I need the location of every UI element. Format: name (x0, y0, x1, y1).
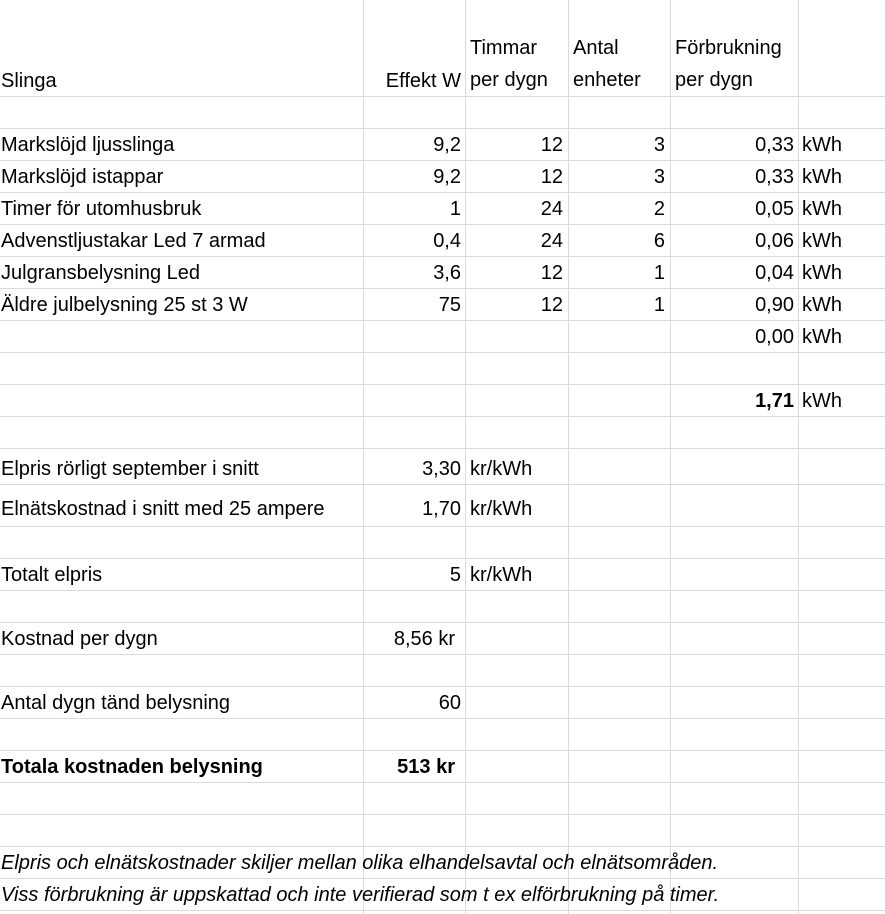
note-text[interactable]: Elpris och elnätskostnader skiljer mellan olika elhandelsavtal och elnätsområden. (1, 852, 719, 874)
note-text[interactable]: Viss förbrukning är uppskattad och inte verifierad som t ex elförbrukning på timer. (1, 884, 720, 906)
item-effekt[interactable]: 75 (438, 294, 461, 316)
item-name[interactable]: Advenstljustakar Led 7 armad (1, 230, 266, 252)
row-divider (0, 782, 885, 783)
header-effekt[interactable]: Effekt W (385, 70, 461, 92)
header-antal-line2: enheter (573, 69, 641, 91)
item-unit[interactable]: kWh (802, 230, 842, 252)
totalt-elpris-label[interactable]: Totalt elpris (1, 564, 103, 586)
total-consumption-value[interactable]: 1,71 (755, 390, 794, 412)
item-antal[interactable]: 6 (653, 230, 665, 252)
item-unit[interactable]: kWh (802, 326, 842, 348)
row-divider (0, 96, 885, 97)
item-name[interactable]: Julgransbelysning Led (1, 262, 201, 284)
totalt-elpris-value[interactable]: 5 (449, 564, 461, 586)
kostnad-dygn-row (0, 622, 885, 654)
total-kostnad-row (0, 750, 885, 782)
table-row (0, 128, 885, 160)
note-row (0, 846, 885, 878)
elpris-row (0, 448, 885, 484)
item-name[interactable] (0, 320, 363, 352)
item-timmar[interactable]: 12 (540, 134, 563, 156)
table-row (0, 224, 885, 256)
item-antal[interactable]: 1 (653, 294, 665, 316)
total-kostnad-label[interactable]: Totala kostnaden belysning (1, 756, 263, 778)
row-divider (0, 526, 885, 527)
row-divider (0, 590, 885, 591)
totalt-elpris-unit[interactable]: kr/kWh (470, 564, 533, 586)
header-forbrukning-line1: Förbrukning (675, 37, 782, 59)
antal-dygn-value[interactable]: 60 (438, 692, 461, 714)
totalt-elpris-row (0, 558, 885, 590)
elpris-unit[interactable]: kr/kWh (470, 458, 533, 480)
header-antal-line1: Antal (573, 37, 619, 59)
elpris-label[interactable]: Elpris rörligt september i snitt (1, 458, 259, 480)
row-divider (0, 718, 885, 719)
item-timmar[interactable]: 12 (540, 294, 563, 316)
item-forbrukning[interactable]: 0,04 (755, 262, 794, 284)
table-row (0, 288, 885, 320)
item-effekt[interactable] (363, 320, 465, 352)
table-row (0, 192, 885, 224)
item-forbrukning[interactable]: 0,33 (755, 166, 794, 188)
table-row (0, 320, 885, 352)
item-antal[interactable]: 1 (653, 262, 665, 284)
header-forbrukning-line2: per dygn (675, 69, 753, 91)
item-timmar[interactable]: 12 (540, 166, 563, 188)
item-unit[interactable]: kWh (802, 166, 842, 188)
total-consumption-unit[interactable]: kWh (802, 390, 842, 412)
item-antal[interactable]: 2 (653, 198, 665, 220)
kostnad-dygn-label[interactable]: Kostnad per dygn (1, 628, 158, 650)
header-timmar-line1: Timmar (470, 37, 538, 59)
item-forbrukning[interactable]: 0,33 (755, 134, 794, 156)
elnat-value[interactable]: 1,70 (422, 498, 461, 520)
header-timmar-line2: per dygn (470, 69, 548, 91)
antal-dygn-row (0, 686, 885, 718)
item-antal[interactable] (568, 320, 670, 352)
table-row (0, 160, 885, 192)
kostnad-dygn-value[interactable]: 8,56 kr (393, 628, 455, 650)
item-unit[interactable]: kWh (802, 294, 842, 316)
item-name[interactable]: Timer för utomhusbruk (1, 198, 202, 220)
total-kostnad-value[interactable]: 513 kr (397, 756, 455, 778)
elnat-unit[interactable]: kr/kWh (470, 498, 533, 520)
header-row (0, 0, 885, 96)
header-antal[interactable] (568, 0, 670, 96)
row-divider (0, 416, 885, 417)
item-antal[interactable]: 3 (653, 166, 665, 188)
item-name[interactable]: Markslöjd ljusslinga (1, 134, 175, 156)
item-effekt[interactable]: 0,4 (433, 230, 461, 252)
item-unit[interactable]: kWh (802, 134, 842, 156)
table-row (0, 256, 885, 288)
item-unit[interactable]: kWh (802, 198, 842, 220)
note-row (0, 878, 885, 910)
item-effekt[interactable]: 9,2 (433, 166, 461, 188)
item-name[interactable]: Markslöjd istappar (1, 166, 164, 188)
row-divider (0, 352, 885, 353)
item-forbrukning[interactable]: 0,06 (755, 230, 794, 252)
header-slinga[interactable]: Slinga (1, 70, 57, 92)
item-forbrukning[interactable]: 0,05 (755, 198, 794, 220)
item-effekt[interactable]: 9,2 (433, 134, 461, 156)
header-timmar[interactable] (465, 0, 568, 96)
item-timmar[interactable]: 12 (540, 262, 563, 284)
item-forbrukning[interactable]: 0,00 (755, 326, 794, 348)
item-forbrukning[interactable]: 0,90 (755, 294, 794, 316)
item-unit[interactable]: kWh (802, 262, 842, 284)
item-antal[interactable]: 3 (653, 134, 665, 156)
row-divider (0, 654, 885, 655)
item-effekt[interactable]: 1 (449, 198, 461, 220)
item-timmar[interactable]: 24 (540, 230, 563, 252)
item-effekt[interactable]: 3,6 (433, 262, 461, 284)
item-timmar[interactable]: 24 (540, 198, 563, 220)
row-divider (0, 814, 885, 815)
elpris-value[interactable]: 3,30 (422, 458, 461, 480)
item-timmar[interactable] (465, 320, 568, 352)
elnat-label[interactable]: Elnätskostnad i snitt med 25 ampere (1, 498, 325, 520)
antal-dygn-label[interactable]: Antal dygn tänd belysning (1, 692, 231, 714)
elnat-row (0, 484, 885, 526)
total-consumption-row (0, 384, 885, 416)
row-divider (0, 910, 885, 911)
item-name[interactable]: Äldre julbelysning 25 st 3 W (1, 294, 248, 316)
header-forbrukning[interactable] (670, 0, 798, 96)
